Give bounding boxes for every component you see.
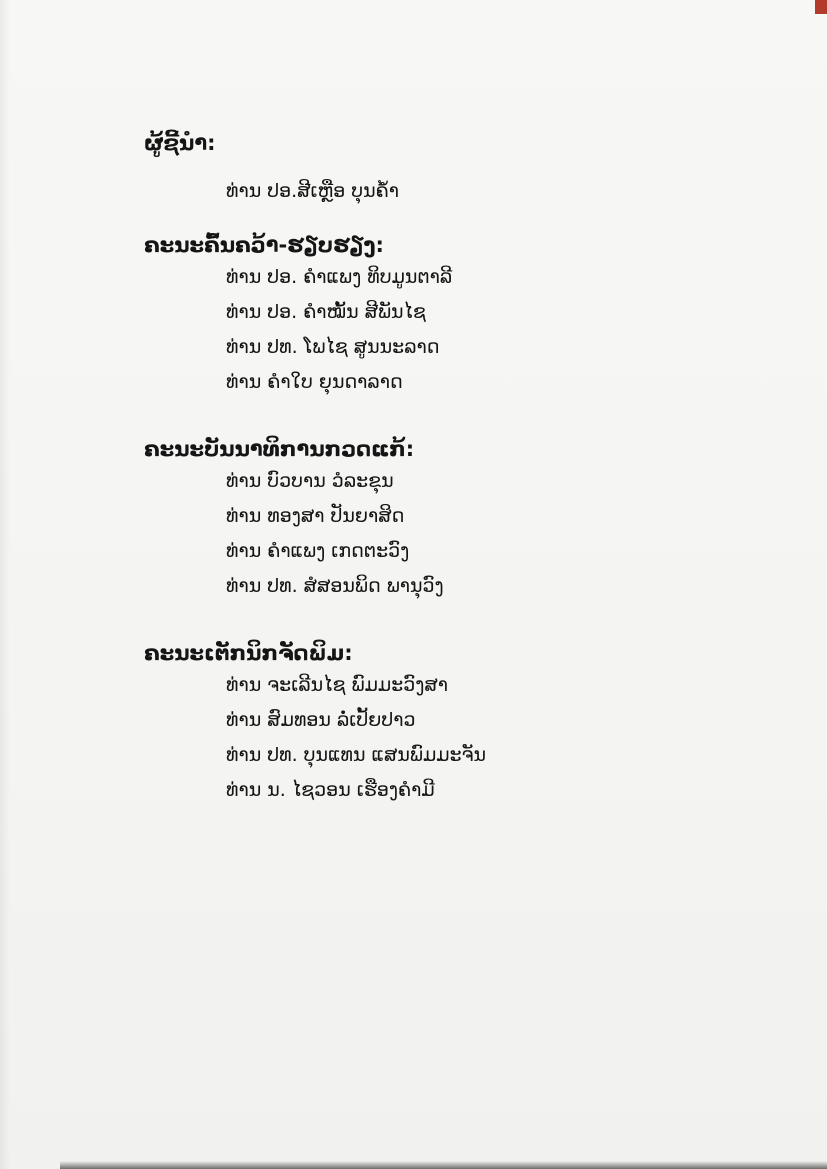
- people-list-leader: [144, 174, 744, 209]
- section-editor: [144, 436, 744, 604]
- person-entry: ທ່ານ ປທ. ໂພໄຊ ສູນນະລາດ: [226, 336, 440, 358]
- person-entry: ທ່ານ ປອ.ສີເຫຼືອ ບຸນຄ້ຳ: [226, 180, 399, 202]
- section-heading-leader: ຜູ້ຊີ້ນຳ:: [144, 131, 216, 155]
- people-list-technical: [144, 668, 744, 808]
- section-research: [144, 232, 744, 400]
- person-entry: ທ່ານ ທອງສາ ປັນຍາສິດ: [226, 505, 405, 527]
- person-entry: ທ່ານ ປອ. ຄຳແພງ ທິບມູນຕາລີ: [226, 266, 453, 288]
- page-bottom-shadow: [60, 1161, 827, 1169]
- section-heading-editor: ຄະນະບັນນາທິການກວດແກ້:: [144, 437, 415, 461]
- people-list-research: [144, 260, 744, 400]
- section-heading-research: ຄະນະຄົ້ນຄວ້າ-ຮຽບຮຽງ:: [144, 233, 384, 257]
- person-entry: ທ່ານ ຈະເລີນໄຊ ພົມມະວົງສາ: [226, 674, 449, 696]
- corner-tab-mark: [815, 0, 827, 14]
- person-entry: ທ່ານ ຄຳແພງ ເກດຕະວົງ: [226, 540, 410, 562]
- section-technical: [144, 640, 744, 808]
- person-entry: ທ່ານ ບົວບານ ວໍລະຂຸນ: [226, 470, 394, 492]
- people-list-editor: [144, 464, 744, 604]
- person-entry: ທ່ານ ຄຳໃບ ຍຸນດາລາດ: [226, 371, 403, 393]
- section-leader: [144, 130, 744, 209]
- person-entry: ທ່ານ ປທ. ສໍສອນພິດ ພານຸວົງ: [226, 575, 444, 597]
- person-entry: ທ່ານ ປອ. ຄຳໝັ້ນ ສີພັນໄຊ: [226, 301, 426, 323]
- page-edge-shadow: [0, 0, 10, 1169]
- section-heading-technical: ຄະນະເຕັກນິກຈັດພິມ:: [144, 641, 353, 665]
- person-entry: ທ່ານ ປທ. ບຸນແທນ ແສນພົມມະຈັນ: [226, 744, 487, 766]
- person-entry: ທ່ານ ສົມທອນ ລໍ່ເປັ້ຍປາວ: [226, 709, 416, 731]
- person-entry: ທ່ານ ນ. ໄຊວອນ ເຮືອງຄຳມີ: [226, 779, 435, 801]
